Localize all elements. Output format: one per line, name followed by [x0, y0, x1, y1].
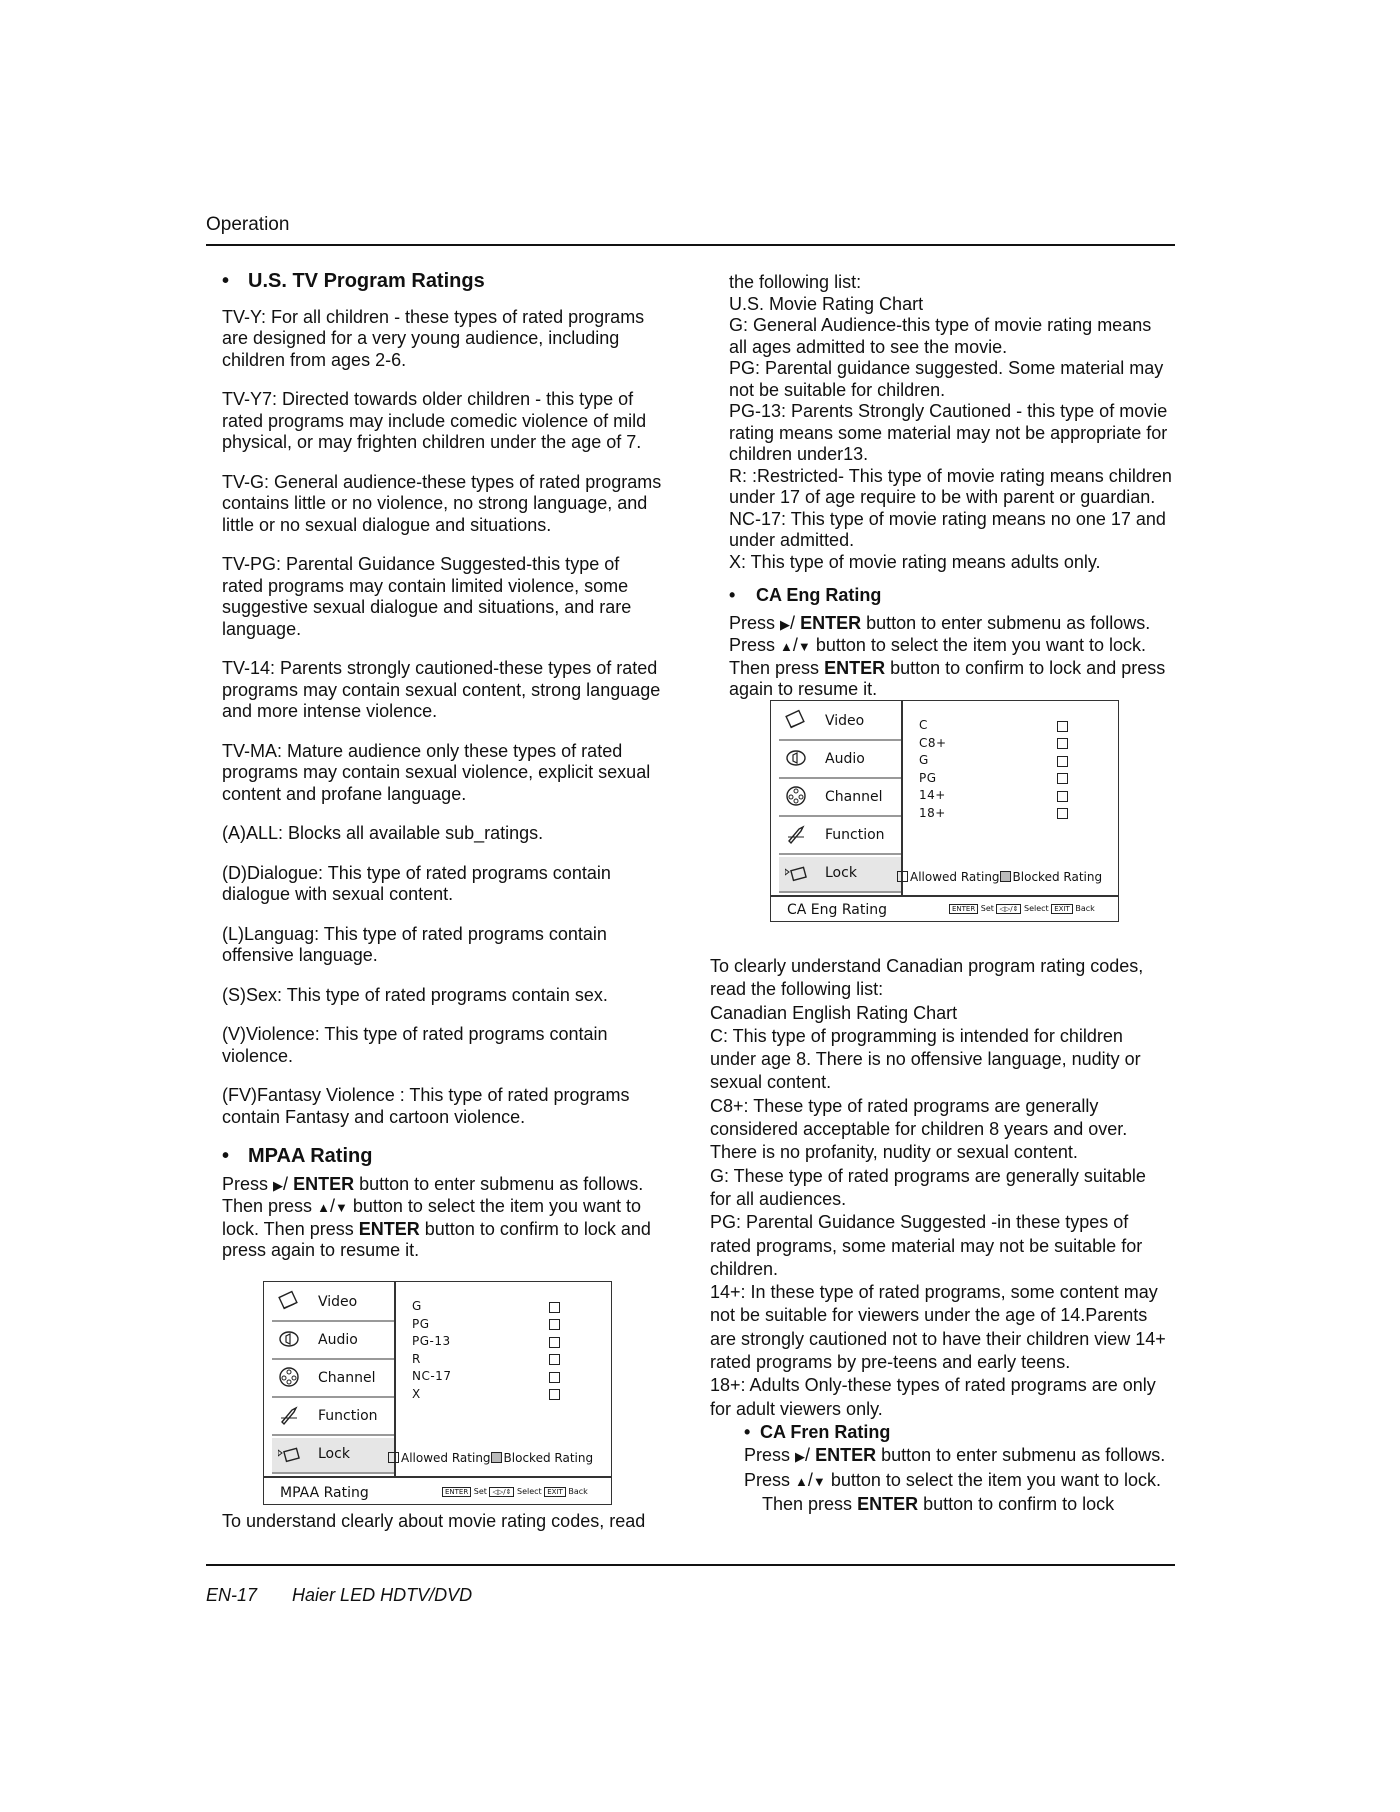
rating-checkbox [1057, 808, 1068, 819]
function-icon [278, 1404, 300, 1426]
rating-checkbox [1057, 738, 1068, 749]
left-column [222, 271, 662, 1262]
paragraph: TV-Y7: Directed towards older children - this type of rated programs may include comedic violence of mild physical, or may frighten children under the age of 7. [222, 389, 647, 452]
paragraph: (A)ALL: Blocks all available sub_ratings. [222, 823, 544, 843]
right-arrow-icon: ▶ [795, 1449, 806, 1465]
audio-icon [278, 1328, 300, 1350]
ca-eng-heading: • CA Eng Rating [729, 585, 882, 605]
ca-eng-menu-screenshot [770, 700, 1119, 922]
menu-title: MPAA Rating [280, 1485, 369, 1501]
paragraph: TV-MA: Mature audience only these types of rated programs may contain sexual violence, explicit sexual content and profane language. [222, 740, 651, 804]
rating-checkbox [549, 1319, 560, 1330]
rating-legend: Allowed Rating Blocked Rating [897, 870, 1102, 884]
menu-item-function: Function [779, 819, 901, 855]
menu-item-audio: Audio [779, 743, 901, 779]
paragraph: TV-PG: Parental Guidance Suggested-this type of rated programs may contain limited violence, some suggestive sexual dialogue and situations, and rare language. [222, 554, 632, 639]
ca-fren-heading: • CA Fren Rating [744, 1421, 891, 1442]
up-arrow-icon: ▲ [317, 1200, 330, 1215]
menu-item-channel: Channel [272, 1362, 394, 1398]
menu-key-hints: ENTER Set ◁▷/⇕ Select EXIT Back [442, 1487, 588, 1497]
header-rule [206, 244, 1175, 246]
rating-checkbox [549, 1302, 560, 1313]
product-name: Haier LED HDTV/DVD [292, 1585, 473, 1605]
page-number: EN-17 [206, 1585, 258, 1605]
menu-item-function: Function [272, 1400, 394, 1436]
us-ratings-heading: • U.S. TV Program Ratings [222, 270, 485, 292]
menu-item-lock: Lock [779, 857, 901, 893]
footer-rule [206, 1564, 1175, 1566]
paragraph: (FV)Fantasy Violence : This type of rated programs contain Fantasy and cartoon violence. [222, 1085, 630, 1127]
paragraph: TV-Y: For all children - these types of rated programs are designed for a very young audience, including children from ages 2-6. [222, 306, 645, 370]
rating-checkbox [549, 1337, 560, 1348]
ca-fren-instructions: Press ▶/ ENTER button to enter submenu as follows. Press ▲/▼ button to select the item you want to lock. Then press ENTER button to confirm to lock [744, 1445, 1166, 1514]
up-arrow-icon: ▲ [795, 1473, 808, 1489]
section-header: Operation [206, 214, 290, 235]
left-after-menu: To understand clearly about movie rating codes, read [222, 1511, 646, 1531]
rating-legend: Allowed Rating Blocked Rating [388, 1451, 593, 1465]
menu-item-video: Video [779, 705, 901, 741]
up-arrow-icon: ▲ [780, 639, 793, 654]
function-icon [785, 823, 807, 845]
channel-icon [278, 1366, 300, 1388]
down-arrow-icon: ▼ [812, 1473, 826, 1489]
video-icon [785, 709, 807, 731]
down-arrow-icon: ▼ [334, 1200, 348, 1215]
menu-title: CA Eng Rating [787, 902, 887, 918]
rating-checkbox [1057, 773, 1068, 784]
menu-item-video: Video [272, 1286, 394, 1322]
rating-checkbox [549, 1354, 560, 1365]
paragraph: TV-14: Parents strongly cautioned-these types of rated programs may contain sexual content, strong language and more intense violence. [222, 658, 661, 721]
paragraph: (L)Languag: This type of rated programs contain offensive language. [222, 923, 607, 965]
mpaa-heading: • MPAA Rating [222, 1145, 373, 1167]
paragraph: (V)Violence: This type of rated programs contain violence. [222, 1024, 608, 1066]
menu-item-lock: Lock [272, 1438, 394, 1474]
rating-checkbox [1057, 791, 1068, 802]
rating-checkbox [1057, 721, 1068, 732]
canadian-rating-text: To clearly understand Canadian program rating codes, read the following list: Canadian English Rating Chart C: This type of programming is intended for children under age 8. There is no offensive language, nudity or sexual content. C8+: These type of rated programs are generally considered acceptable for children 8 years and over. There is no profanity, nudity or sexual content. G: These type of rated programs are generally suitable for all audiences. PG: Parental Guidance Suggested -in these types of rated programs, some material may not be suitable for children. 14+: In these type of rated programs, some content may not be suitable for viewers under the age of 14.Parents are strongly cautioned not to have their children view 14+ rated programs by pre-teens and early teens. 18+: Adults Only-these types of rated programs are only for adult viewers only. • CA Fren Rating Press ▶/ ENTER button to enter submenu as follows. Press ▲/▼ button to select the item you want to lock. Then press ENTER button to confirm to lock [710, 955, 1170, 1516]
audio-icon [785, 747, 807, 769]
ca-eng-instructions: Press ▶/ ENTER button to enter submenu as follows. Press ▲/▼ button to select the item you want to lock. Then press ENTER button to confirm to lock and press again to resume it. [729, 612, 1166, 699]
paragraph: (S)Sex: This type of rated programs contain sex. [222, 984, 608, 1005]
mpaa-menu-screenshot [263, 1281, 612, 1505]
rating-checkbox [549, 1372, 560, 1383]
right-column: the following list: U.S. Movie Rating Chart G: General Audience-this type of movie rating means all ages admitted to see the movie. PG: Parental guidance suggested. Some material may not be suitable for children. PG-13: Parents Strongly Cautioned - this type of movie rating means some material may not be appropriate for children under13. R: :Restricted- This type of movie rating means children under 17 of age require to be with parent or guardian. NC-17: This type of movie rating means no one 17 and under admitted. X: This type of movie rating means adults only. • CA Eng Rating Press ▶/ ENTER button to enter submenu as follows. Press ▲/▼ button to select the item you want to lock. Then press ENTER button to confirm to lock and press again to resume it. [729, 272, 1174, 701]
down-arrow-icon: ▼ [797, 639, 811, 654]
rating-checkbox [1057, 756, 1068, 767]
video-icon [278, 1290, 300, 1312]
right-arrow-icon: ▶ [780, 616, 791, 632]
lock-icon [785, 861, 807, 883]
menu-key-hints: ENTER Set ◁▷/⇕ Select EXIT Back [949, 904, 1095, 914]
menu-item-channel: Channel [779, 781, 901, 817]
paragraph: (D)Dialogue: This type of rated programs contain dialogue with sexual content. [222, 862, 611, 904]
mpaa-instructions: Press ▶/ ENTER button to enter submenu as follows. Then press ▲/▼ button to select the item you want to lock. Then press ENTER button to confirm to lock and press again to resume it. [222, 1173, 651, 1260]
channel-icon [785, 785, 807, 807]
page-footer [206, 1585, 502, 1606]
rating-checkbox [549, 1389, 560, 1400]
paragraph: TV-G: General audience-these types of rated programs contains little or no violence, no strong language, and little or no sexual dialogue and situations. [222, 471, 662, 535]
right-arrow-icon: ▶ [273, 1177, 284, 1193]
rating-list: G PG PG-13 R NC-17 X [412, 1299, 452, 1401]
lock-icon [278, 1442, 300, 1464]
rating-list: C C8+ G PG 14+ 18+ [919, 718, 947, 820]
menu-item-audio: Audio [272, 1324, 394, 1360]
